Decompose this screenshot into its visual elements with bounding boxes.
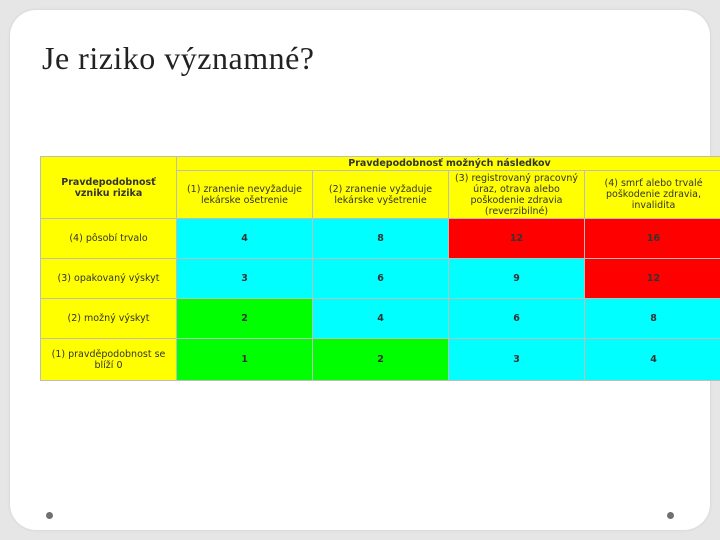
risk-cell: 1 [177,339,313,381]
column-header: (2) zranenie vyžaduje lekárske vyšetrenie [313,171,449,219]
risk-cell: 8 [585,299,720,339]
risk-cell: 6 [313,259,449,299]
header-main: Pravdepodobnosť možných následkov [177,157,720,171]
corner-dot-bottom-right [667,512,674,519]
risk-cell: 4 [177,219,313,259]
table-row [41,259,720,299]
table-row [41,339,720,381]
risk-cell: 4 [313,299,449,339]
corner-header: Pravdepodobnosť vzniku rizika [41,157,177,219]
column-header: (4) smrť alebo trvalé poškodenie zdravia, invalidita [585,171,720,219]
slide [10,10,710,530]
risk-cell: 4 [585,339,720,381]
table-row [41,219,720,259]
risk-matrix-table [40,156,720,381]
row-header: (3) opakovaný výskyt [41,259,177,299]
risk-cell: 12 [585,259,720,299]
row-header: (2) možný výskyt [41,299,177,339]
risk-cell: 16 [585,219,720,259]
table-row [41,299,720,339]
column-header: (3) registrovaný pracovný úraz, otrava alebo poškodenie zdravia (reverzibilné) [449,171,585,219]
risk-cell: 9 [449,259,585,299]
risk-cell: 3 [177,259,313,299]
corner-dot-bottom-left [46,512,53,519]
risk-cell: 12 [449,219,585,259]
column-header: (1) zranenie nevyžaduje lekárske ošetrenie [177,171,313,219]
row-header: (1) pravděpodobnost se blíží 0 [41,339,177,381]
risk-cell: 3 [449,339,585,381]
slide-title: Je riziko významné? [42,40,315,76]
risk-cell: 8 [313,219,449,259]
row-header: (4) pôsobí trvalo [41,219,177,259]
risk-cell: 2 [177,299,313,339]
risk-cell: 6 [449,299,585,339]
risk-cell: 2 [313,339,449,381]
